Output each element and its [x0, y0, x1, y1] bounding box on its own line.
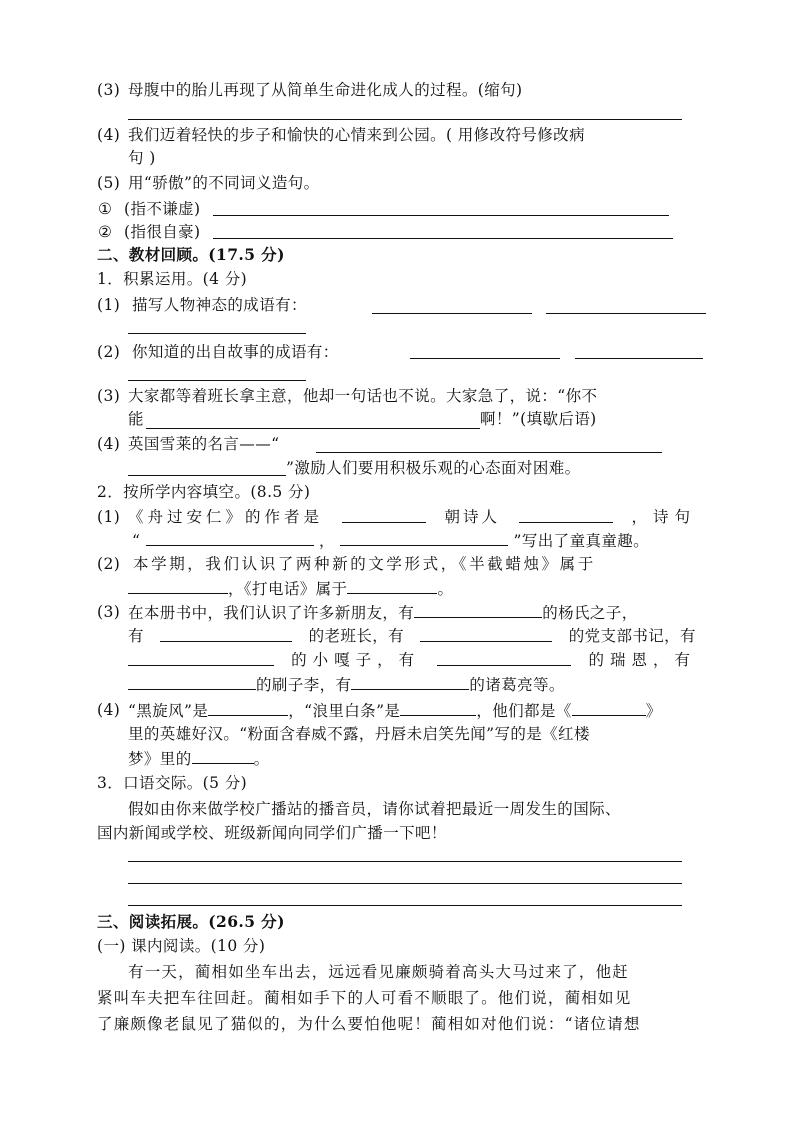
p2-i4-line1 [128, 699, 662, 722]
p2-i1-blank-poet[interactable] [519, 506, 613, 523]
p2-i3-line3 [128, 649, 696, 671]
p1-i3-line2a: 能 [128, 410, 144, 428]
p2-i4-blank-3[interactable] [572, 699, 646, 716]
p1-i1-blank-2[interactable] [546, 313, 706, 314]
q5a-marker: ① [98, 200, 113, 218]
p1-i3-number: (3) [97, 387, 121, 405]
p3-answer-line-1[interactable] [128, 861, 682, 862]
p2-i3-text-c: 有 [128, 627, 144, 645]
p2-i4-number: (4) [97, 701, 121, 719]
q3-answer-line[interactable] [128, 119, 682, 120]
p2-i4-text-b: ，“浪里白条”是 [288, 702, 401, 720]
p2-i4-text-d: 》 [645, 702, 662, 720]
p2-i3-blank-7[interactable] [351, 673, 469, 690]
p2-i3-text-i: 的诸葛亮等。 [469, 676, 565, 694]
p1-i3-line2b: 啊！”(填歇后语) [480, 410, 597, 428]
p2-i3-text-e: 的党支部书记，有 [568, 627, 696, 645]
p1-i1-text: 描写人物神态的成语有： [132, 296, 307, 314]
p2-i4-blank-2[interactable] [400, 699, 476, 716]
p1-i4-blank-1[interactable] [316, 452, 662, 453]
p2-i3-line1 [128, 601, 638, 624]
q3-number: (3) [97, 81, 121, 99]
p2-i3-text-g: 的瑞恩，有 [588, 651, 696, 669]
q5b-label: (指很自豪) [124, 223, 201, 241]
p1-i4-line2: ”激励人们要用积极乐观的心态面对困难。 [286, 459, 581, 477]
section2-title: 二、教材回顾。(17.5 分) [97, 245, 285, 264]
p2-i3-text-d: 的老班长，有 [308, 627, 405, 645]
p2-i3-blank-6[interactable] [128, 673, 256, 690]
p2-i4-blank-1[interactable] [208, 699, 288, 716]
p2-i1-text-d: “ [132, 532, 141, 550]
p2-i3-number: (3) [97, 603, 121, 621]
p1-i3-line1: 大家都等着班长拿主意，他却一句话也不说。大家急了，说：“你不 [128, 387, 598, 405]
p1-i1-number: (1) [97, 296, 121, 314]
p2-i1-blank-verse2[interactable] [340, 529, 508, 546]
p3-prompt-line2: 国内新闻或学校、班级新闻向同学们广播一下吧！ [97, 824, 447, 842]
p3-prompt-line1: 假如由你来做学校广播站的播音员，请你试着把最近一周发生的国际、 [128, 800, 621, 818]
p2-i3-blank-3[interactable] [420, 625, 552, 642]
p1-i4-number: (4) [97, 435, 121, 453]
p2-i4-blank-4[interactable] [192, 747, 254, 764]
p1-i1-blank-1[interactable] [372, 313, 532, 314]
p2-i2-text-c: 。 [437, 580, 454, 598]
p2-i3-text-b: 的杨氏之子， [542, 604, 638, 622]
p2-i3-text-h: 的刷子李，有 [256, 676, 352, 694]
p1-i4-line1: 英国雪莱的名言——“ [128, 435, 280, 453]
q5b-answer-line[interactable] [213, 238, 673, 239]
p2-i2-number: (2) [97, 555, 121, 573]
p2-i4-line2: 里的英雄好汉。“粉面含春威不露，丹唇未启笑先闻”写的是《红楼 [128, 725, 590, 743]
p2-i1-number: (1) [97, 508, 121, 526]
p2-i3-blank-4[interactable] [128, 649, 274, 666]
p2-i2-blank-1[interactable] [128, 577, 228, 594]
p2-i3-blank-5[interactable] [437, 649, 571, 666]
p3-answer-line-2[interactable] [128, 883, 682, 884]
q4-number: (4) [97, 126, 121, 144]
q5-text: 用“骄傲”的不同词义造句。 [128, 174, 320, 192]
p1-i2-blank-2[interactable] [575, 358, 703, 359]
p1-i1-blank-3[interactable] [128, 333, 306, 334]
q5a-answer-line[interactable] [213, 215, 669, 216]
p2-i3-text-a: 在本册书中，我们认识了许多新朋友，有 [128, 604, 415, 622]
p2-i2-line2 [128, 577, 453, 600]
p2-i1-text-e: ， [318, 532, 335, 550]
story-line-2: 紧叫车夫把车往回赶。蔺相如手下的人可看不顺眼了。他们说，蔺相如见 [97, 989, 632, 1007]
p2-i4-text-f: 梦》里的 [128, 750, 192, 768]
p2-i4-text-c: ，他们都是《 [476, 702, 572, 720]
story-line-1: 有一天，蔺相如坐车出去，远远看见廉颇骑着高头大马过来了，他赶 [128, 963, 630, 981]
p2-i1-text-c: ，诗句 [631, 508, 696, 526]
p2-i3-line2 [128, 625, 696, 647]
p2-i1-line2 [128, 529, 696, 552]
p2-i3-text-f: 的小嘎子，有 [291, 651, 421, 669]
p1-i3-blank[interactable] [146, 428, 480, 429]
p2-i3-blank-2[interactable] [160, 625, 292, 642]
p2-i3-line4 [128, 673, 565, 696]
section3-sub1-title: (一) 课内阅读。(10 分) [97, 937, 266, 955]
q5b-marker: ② [98, 223, 113, 241]
q3-text: 母腹中的胎儿再现了从简单生命进化成人的过程。(缩句) [128, 81, 523, 99]
p1-i4-blank-2[interactable] [128, 475, 286, 476]
p1-i2-number: (2) [97, 343, 121, 361]
p2-i4-text-g: 。 [253, 750, 270, 768]
part1-title: 1．积累运用。(4 分) [97, 270, 248, 288]
q5-number: (5) [97, 174, 121, 192]
p2-i1-blank-verse1[interactable] [146, 529, 314, 546]
p2-i2-blank-2[interactable] [347, 577, 437, 594]
p2-i1-line1 [128, 506, 696, 528]
p2-i1-blank-dynasty[interactable] [342, 506, 426, 523]
section3-title: 三、阅读拓展。(26.5 分) [97, 912, 285, 931]
part2-title: 2．按所学内容填空。(8.5 分) [97, 483, 311, 501]
p2-i2-text-b: ，《打电话》属于 [228, 580, 348, 598]
p2-i4-text-a: “黑旋风”是 [128, 702, 209, 720]
q4-text-line2: 句 ) [128, 149, 156, 167]
p1-i2-blank-1[interactable] [410, 358, 560, 359]
q5a-label: (指不谦虚) [124, 200, 201, 218]
p1-i2-blank-3[interactable] [128, 380, 306, 381]
p2-i1-text-a: 《舟过安仁》的作者是 [128, 508, 324, 526]
p2-i1-text-f: ”写出了童真童趣。 [513, 532, 650, 550]
p2-i3-blank-1[interactable] [414, 601, 542, 618]
p2-i2-text-a: 本学期，我们认识了两种新的文学形式，《半截蜡烛》属于 [133, 555, 596, 573]
p3-answer-line-3[interactable] [128, 905, 682, 906]
p2-i1-text-b: 朝诗人 [444, 508, 500, 526]
p1-i2-text: 你知道的出自故事的成语有： [132, 343, 339, 361]
q4-text-line1: 我们迈着轻快的步子和愉快的心情来到公园。( 用修改符号修改病 [128, 126, 585, 144]
p2-i4-line3 [128, 747, 270, 770]
part3-title: 3．口语交际。(5 分) [97, 774, 248, 792]
story-line-3: 了廉颇像老鼠见了猫似的，为什么要怕他呢！蔺相如对他们说：“诸位请想 [97, 1015, 641, 1033]
